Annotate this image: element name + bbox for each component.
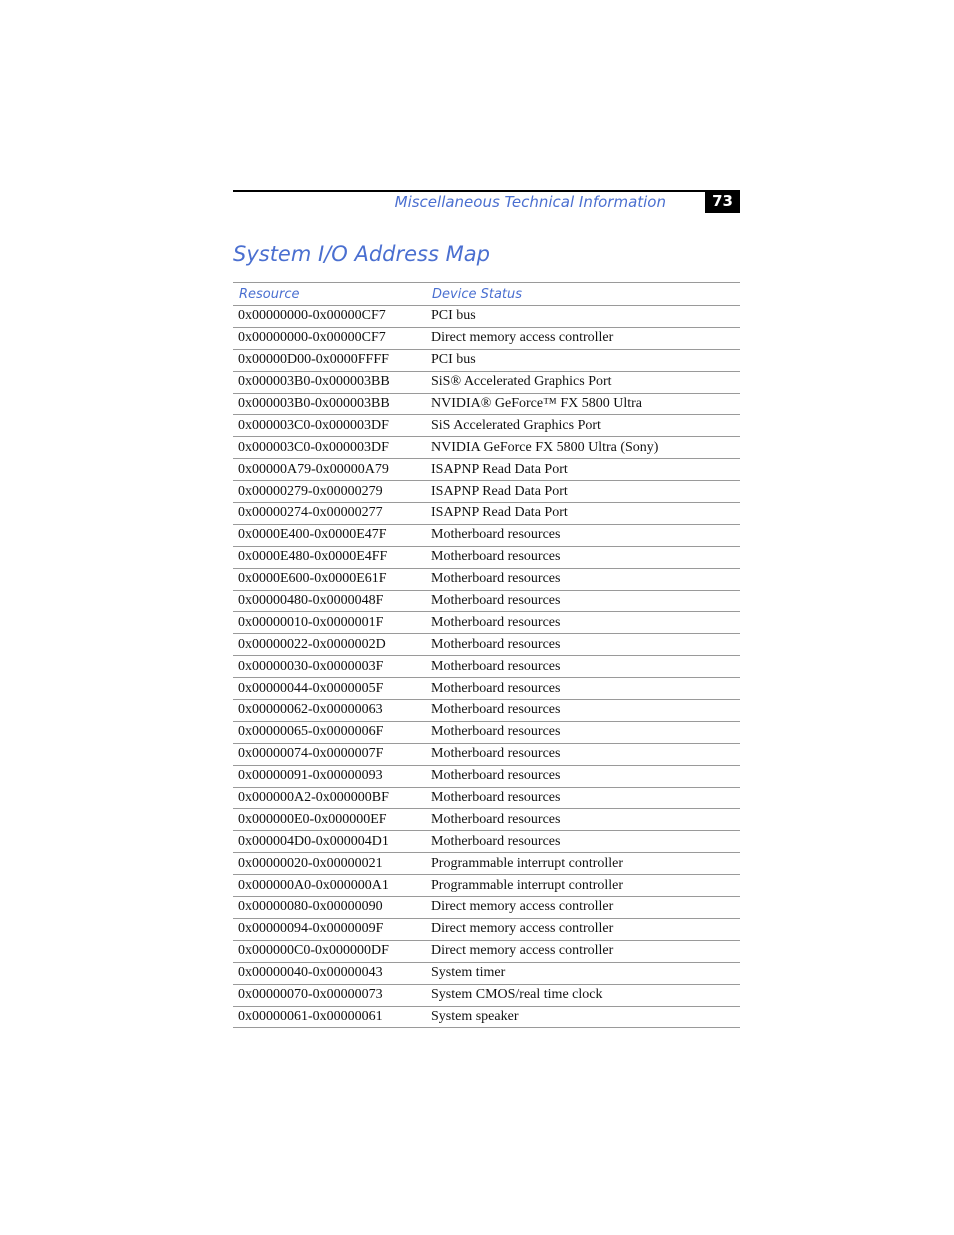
column-header-resource: Resource <box>233 283 426 306</box>
table-row <box>233 831 740 853</box>
device-status-cell: Motherboard resources <box>426 634 740 656</box>
device-status-cell: NVIDIA® GeForce™ FX 5800 Ultra <box>426 393 740 415</box>
resource-cell: 0x000003C0-0x000003DF <box>233 415 426 437</box>
table-row <box>233 503 740 525</box>
table-row <box>233 393 740 415</box>
page-title: System I/O Address Map <box>233 242 490 266</box>
table-row <box>233 524 740 546</box>
table-header <box>233 283 740 306</box>
device-status-cell: Motherboard resources <box>426 590 740 612</box>
device-status-cell: PCI bus <box>426 306 740 328</box>
device-status-cell: Motherboard resources <box>426 678 740 700</box>
resource-cell: 0x0000E600-0x0000E61F <box>233 568 426 590</box>
table-row <box>233 700 740 722</box>
device-status-cell: Programmable interrupt controller <box>426 853 740 875</box>
table-row <box>233 984 740 1006</box>
table-row <box>233 612 740 634</box>
table-row <box>233 875 740 897</box>
device-status-cell: SiS® Accelerated Graphics Port <box>426 371 740 393</box>
running-header: Miscellaneous Technical Information <box>394 193 666 211</box>
io-address-table <box>233 282 740 1028</box>
resource-cell: 0x0000E480-0x0000E4FF <box>233 546 426 568</box>
table-row <box>233 678 740 700</box>
table-row <box>233 306 740 328</box>
device-status-cell: Direct memory access controller <box>426 918 740 940</box>
device-status-cell: Motherboard resources <box>426 524 740 546</box>
table-body <box>233 306 740 1028</box>
table-row <box>233 568 740 590</box>
table-header-row <box>233 283 740 306</box>
device-status-cell: Motherboard resources <box>426 656 740 678</box>
resource-cell: 0x00000022-0x0000002D <box>233 634 426 656</box>
resource-cell: 0x00000020-0x00000021 <box>233 853 426 875</box>
table-row <box>233 481 740 503</box>
table-row <box>233 809 740 831</box>
resource-cell: 0x000000A0-0x000000A1 <box>233 875 426 897</box>
table-row <box>233 590 740 612</box>
resource-cell: 0x00000074-0x0000007F <box>233 743 426 765</box>
table-row <box>233 349 740 371</box>
table-row <box>233 721 740 743</box>
table-row <box>233 459 740 481</box>
table-row <box>233 918 740 940</box>
table-row <box>233 853 740 875</box>
column-header-device-status: Device Status <box>426 283 740 306</box>
resource-cell: 0x00000062-0x00000063 <box>233 700 426 722</box>
table-row <box>233 327 740 349</box>
device-status-cell: Motherboard resources <box>426 809 740 831</box>
resource-cell: 0x00000030-0x0000003F <box>233 656 426 678</box>
resource-cell: 0x00000080-0x00000090 <box>233 897 426 919</box>
device-status-cell: Motherboard resources <box>426 831 740 853</box>
resource-cell: 0x00000010-0x0000001F <box>233 612 426 634</box>
resource-cell: 0x00000070-0x00000073 <box>233 984 426 1006</box>
table-row <box>233 787 740 809</box>
table-row <box>233 897 740 919</box>
device-status-cell: Programmable interrupt controller <box>426 875 740 897</box>
device-status-cell: PCI bus <box>426 349 740 371</box>
table-row <box>233 962 740 984</box>
device-status-cell: SiS Accelerated Graphics Port <box>426 415 740 437</box>
resource-cell: 0x00000000-0x00000CF7 <box>233 327 426 349</box>
resource-cell: 0x00000091-0x00000093 <box>233 765 426 787</box>
device-status-cell: Motherboard resources <box>426 743 740 765</box>
device-status-cell: NVIDIA GeForce FX 5800 Ultra (Sony) <box>426 437 740 459</box>
device-status-cell: Direct memory access controller <box>426 940 740 962</box>
resource-cell: 0x000000C0-0x000000DF <box>233 940 426 962</box>
resource-cell: 0x00000D00-0x0000FFFF <box>233 349 426 371</box>
resource-cell: 0x00000040-0x00000043 <box>233 962 426 984</box>
table-row <box>233 656 740 678</box>
device-status-cell: ISAPNP Read Data Port <box>426 459 740 481</box>
device-status-cell: Motherboard resources <box>426 700 740 722</box>
table-row <box>233 765 740 787</box>
page-number: 73 <box>705 190 740 213</box>
resource-cell: 0x000003B0-0x000003BB <box>233 371 426 393</box>
resource-cell: 0x00000094-0x0000009F <box>233 918 426 940</box>
device-status-cell: System speaker <box>426 1006 740 1028</box>
device-status-cell: System timer <box>426 962 740 984</box>
device-status-cell: System CMOS/real time clock <box>426 984 740 1006</box>
table-row <box>233 371 740 393</box>
device-status-cell: ISAPNP Read Data Port <box>426 481 740 503</box>
resource-cell: 0x00000061-0x00000061 <box>233 1006 426 1028</box>
header-rule <box>233 190 740 192</box>
resource-cell: 0x00000044-0x0000005F <box>233 678 426 700</box>
device-status-cell: Motherboard resources <box>426 765 740 787</box>
device-status-cell: Direct memory access controller <box>426 897 740 919</box>
resource-cell: 0x00000274-0x00000277 <box>233 503 426 525</box>
resource-cell: 0x000003C0-0x000003DF <box>233 437 426 459</box>
table-row <box>233 940 740 962</box>
table-row <box>233 546 740 568</box>
resource-cell: 0x00000065-0x0000006F <box>233 721 426 743</box>
device-status-cell: Direct memory access controller <box>426 327 740 349</box>
table-row <box>233 1006 740 1028</box>
device-status-cell: Motherboard resources <box>426 787 740 809</box>
resource-cell: 0x0000E400-0x0000E47F <box>233 524 426 546</box>
table-row <box>233 743 740 765</box>
device-status-cell: Motherboard resources <box>426 546 740 568</box>
resource-cell: 0x000003B0-0x000003BB <box>233 393 426 415</box>
device-status-cell: Motherboard resources <box>426 721 740 743</box>
device-status-cell: Motherboard resources <box>426 612 740 634</box>
resource-cell: 0x000000A2-0x000000BF <box>233 787 426 809</box>
resource-cell: 0x00000279-0x00000279 <box>233 481 426 503</box>
resource-cell: 0x000000E0-0x000000EF <box>233 809 426 831</box>
table-row <box>233 437 740 459</box>
device-status-cell: Motherboard resources <box>426 568 740 590</box>
device-status-cell: ISAPNP Read Data Port <box>426 503 740 525</box>
resource-cell: 0x00000480-0x0000048F <box>233 590 426 612</box>
table-row <box>233 415 740 437</box>
table-row <box>233 634 740 656</box>
resource-cell: 0x00000A79-0x00000A79 <box>233 459 426 481</box>
resource-cell: 0x00000000-0x00000CF7 <box>233 306 426 328</box>
resource-cell: 0x000004D0-0x000004D1 <box>233 831 426 853</box>
